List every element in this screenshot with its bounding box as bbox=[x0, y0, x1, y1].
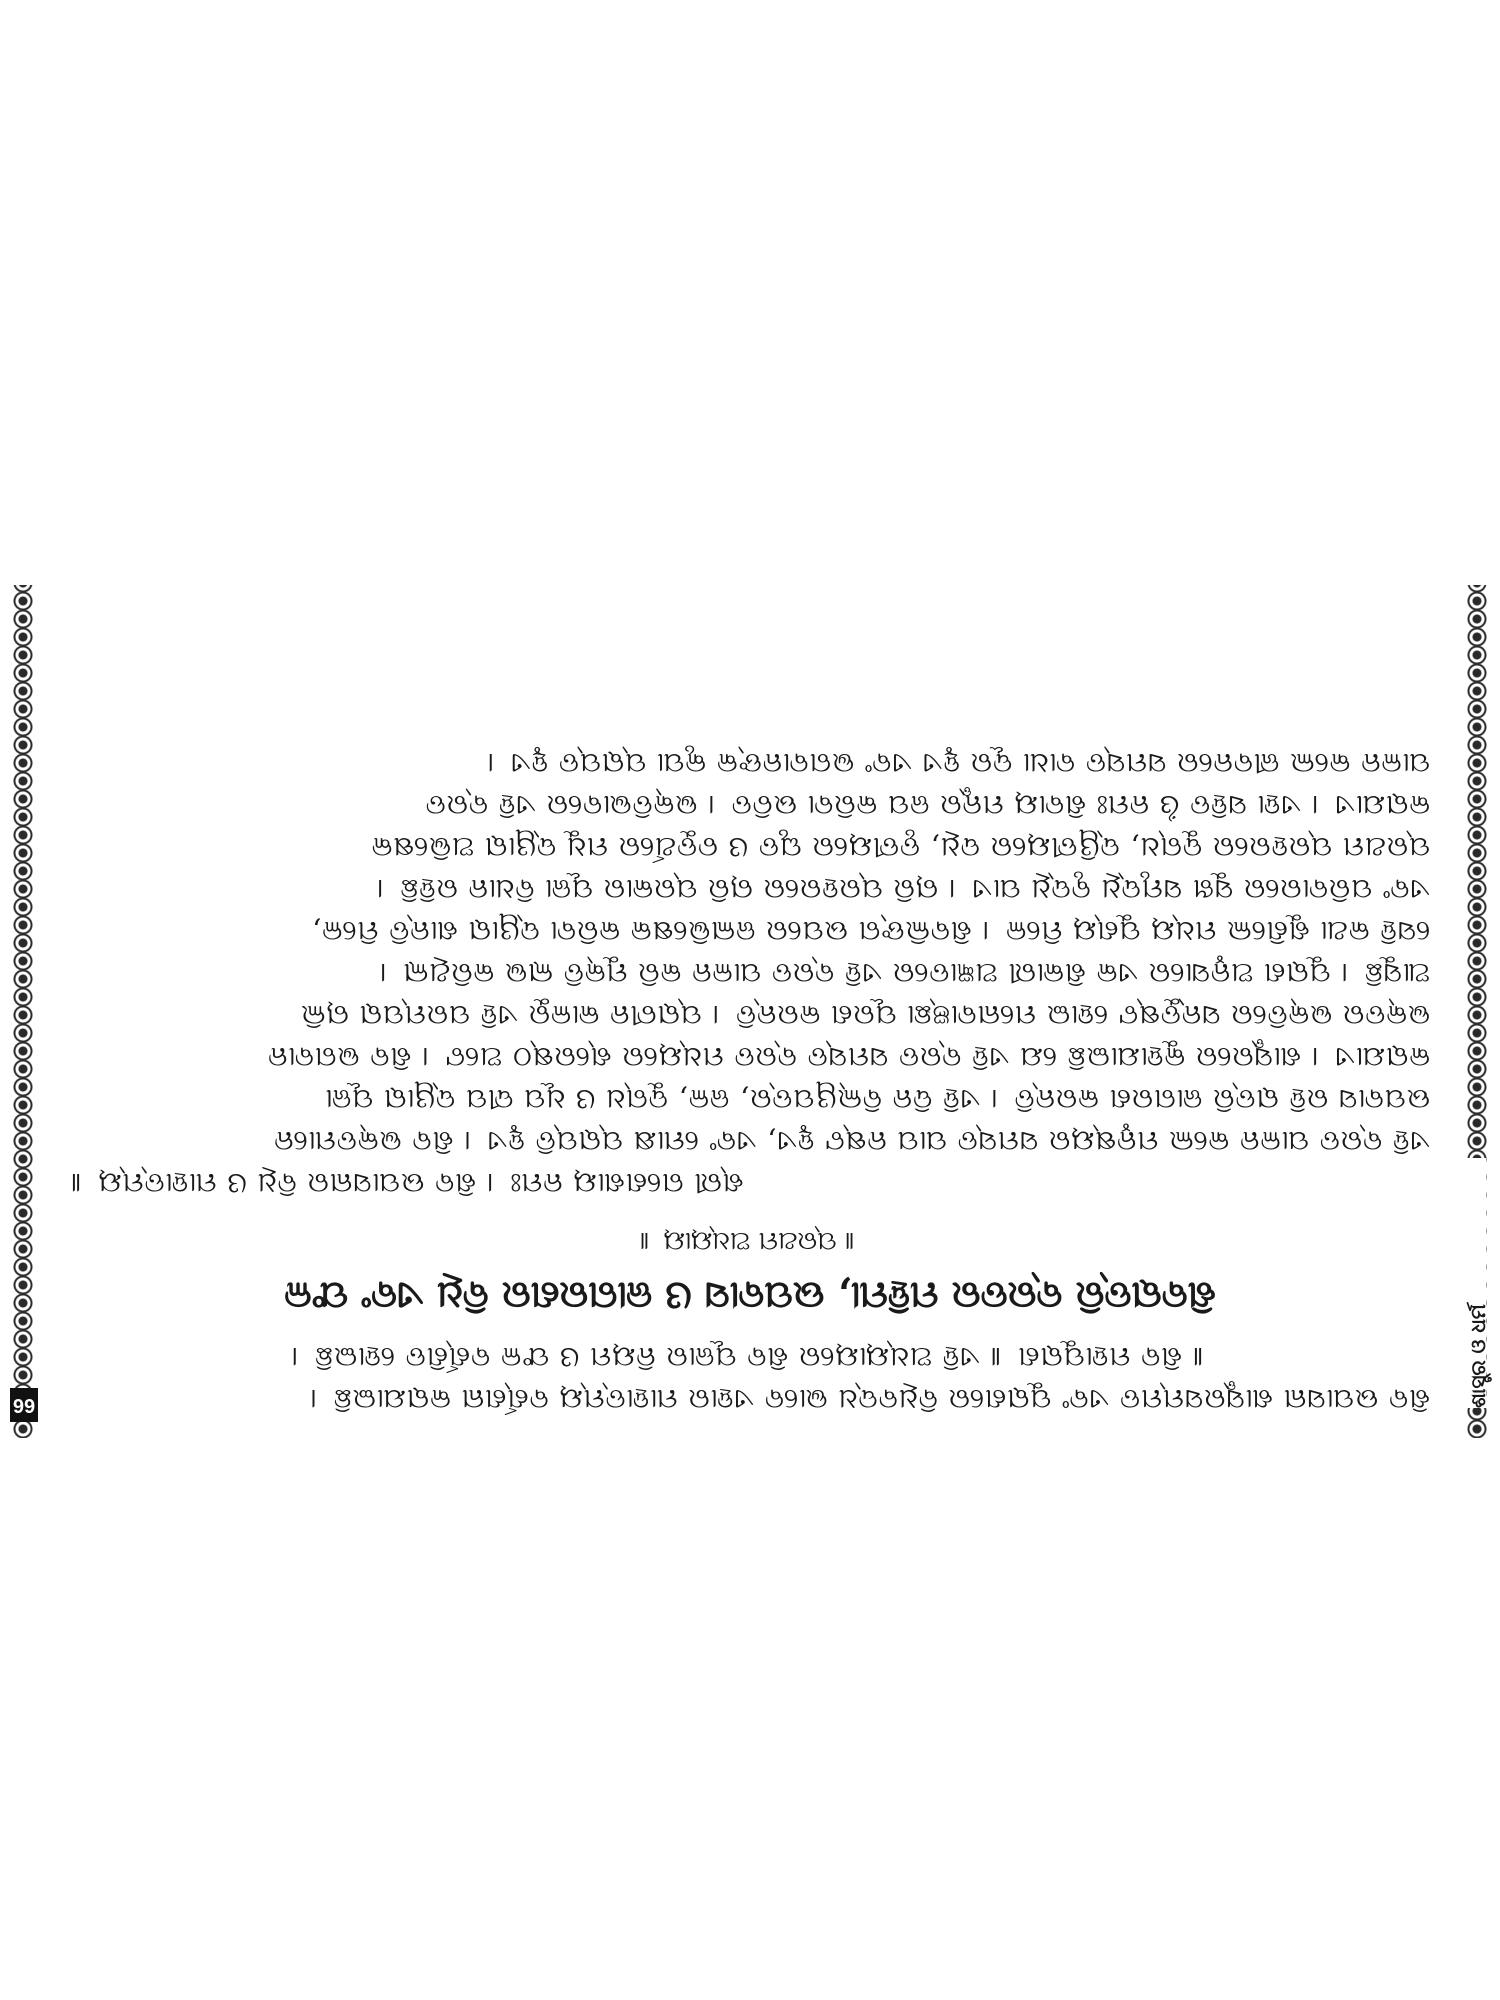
body-line: ଭକ୍ତର ଭକ୍ତିରେ ସନ୍ତୁଷ୍ଟ ହୋଇ ମନୋବାଞ୍ଛା ପୂରଣ କରନ୍ତି । ପ୍ରାଚୀନ କାଳରୁ ଏହି ପରମ୍ପରା ଚାଲି bbox=[300, 999, 1430, 1032]
running-head: ଶାସ୍ତ୍ର ଓ ଧର୍ମ bbox=[1466, 1158, 1486, 1408]
body-line: ଉପବାସ ରହି ରାତ୍ରି ଜାଗରଣ କରନ୍ତି । ଏହି ଦିନ ବିଲ୍ୱପତ୍ର, ଜଳ, ଦୁଗ୍ଧ ଓ ଧୂପ ଦୀପ ଦ୍ୱାରା ପୂଜା bbox=[324, 1083, 1430, 1116]
body-line: ଆସୁଛି । ପୁରାଣ ଅନୁସାରେ ଏକ ଶିକାରୀ ଅଜ୍ଞାତରେ ଏହି ବ୍ରତ ପାଳନ କରି ମୁକ୍ତି ଲାଭ କରିଥିଲା । bbox=[378, 957, 1430, 990]
body-line: ଏହି ବ୍ରତ ପାଳନ କଲେ ମନୁଷ୍ୟର ସମସ୍ତ ପାପ ନଷ୍ଟ ହୁଏ, ଏବଂ ମୋକ୍ଷ ପ୍ରାପ୍ତି ହୁଏ । ଶିବ ଭକ୍ତମାନେ bbox=[273, 1125, 1430, 1158]
body-line: କରାଯାଏ । ଏହା ସହିତ ଓଁ ନମଃ ଶିବାୟ ମନ୍ତ୍ର ଜପ କରିବା ଉଚିତ । ଭକ୍ତିଭାବରେ ଏହି ବ୍ରତ bbox=[424, 789, 1430, 822]
page-number: 66 bbox=[10, 1388, 38, 1422]
body-line: କରାଯାଏ । ଶାସ୍ତ୍ରରେ କୁହାଯାଇଛି ଯେ ଏହି ବ୍ରତ ସମସ୍ତ ବ୍ରତ ମଧ୍ୟରେ ଶ୍ରେଷ୍ଠ ଅଟେ । ଶିବ ଭଗବାନ bbox=[267, 1041, 1430, 1074]
body-line: ପାଳନ କଲେ ଜୀବନରେ ସମସ୍ତ ବାଧା ଦୂର ହୁଏ ଏବଂ ଭଗବାନଙ୍କ କୃପା ପ୍ରାପ୍ତ ହୁଏ । bbox=[486, 747, 1430, 780]
text-area bbox=[70, 595, 1430, 1420]
page-subtitle: ॥ ପ୍ରଥମ ଅଧ୍ୟାୟ ॥ bbox=[639, 1226, 861, 1256]
body-line: ଏବଂ ପରିବାରରେ ସୁଖ ସମୃଦ୍ଧି ବୃଦ୍ଧି ପାଏ । ଚାରି ପ୍ରହରରେ ଚାରି ପ୍ରକାର ପୂଜା ବିଧାନ ରହିଛି । bbox=[375, 873, 1430, 906]
page-title: ଶିବରାତ୍ରି ବ୍ରତର ମହିମା, ଉପବାସ ଓ ଜାଗରଣର ବିଧି ଏବଂ ଫଳ bbox=[284, 1274, 1216, 1319]
body-line: ଶ୍ରୀ ଗଣେଶାୟ ନମଃ । ଶିବ ଉପାସନାର ବିଧି ଓ ମାହାତ୍ମ୍ୟ ॥ bbox=[70, 1167, 744, 1200]
body-line: ସେହି କଥା ଶୁଣିଲେ ମଧ୍ୟ ପୁଣ୍ୟ ମିଳେ । ଶିବଲିଙ୍ଗ ଉପରେ ଜଳାଭିଷେକ କରିବା ଦ୍ୱାରା ଶାନ୍ତି ମିଳେ, bbox=[311, 915, 1430, 948]
decorative-border-right bbox=[10, 585, 36, 1438]
rotated-page bbox=[10, 585, 1490, 1438]
body-line: ଶିବ ଉପାସନା ଶାସ୍ତ୍ରସମ୍ମତ ଏବଂ ପୁରାଣରେ ବିଧିବଦ୍ଧ ଭାବେ ଏହାର ମାହାତ୍ମ୍ୟ ବର୍ଣ୍ଣନା କରାଯାଇଛି । bbox=[309, 1383, 1430, 1416]
body-line: ପ୍ରଥମ ପ୍ରହରରେ ଦୁଗ୍ଧ, ଦ୍ୱିତୀୟରେ ଦଧି, ତୃତୀୟରେ ଘୃତ ଓ ଚତୁର୍ଥରେ ମଧୁ ଦ୍ୱାରା ଅଭିଷେକ bbox=[370, 831, 1430, 864]
body-line: ॥ ଶିବ ମହାପୁରାଣ ॥ ଏହି ଅଧ୍ୟାୟରେ ଶିବ ପୂଜାର ନିୟମ ଓ ଫଳ ବର୍ଣ୍ଣିତ ହୋଇଛି । bbox=[290, 1341, 1210, 1374]
